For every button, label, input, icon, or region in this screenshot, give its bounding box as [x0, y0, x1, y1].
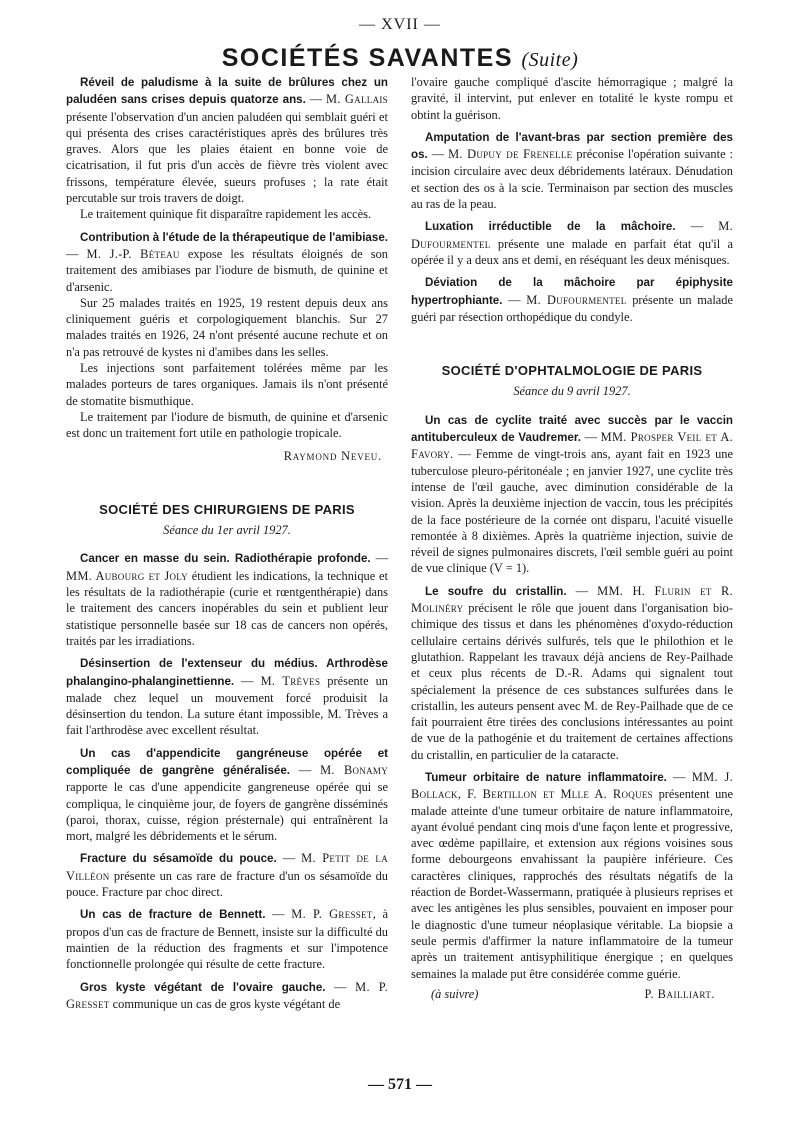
article-text: — Femme de vingt-trois ans, ayant fait en 1923 une tuberculose pleuro-péritonéale ; en janvier 1927, une cyclite très intense de l'œil gauche, avec diminution considérable de la vision. Après la deuxième injection de vaccin, tous les précipités de la face postérieure de la cornée ont disparu, l'acuité visuelle remontée à 8 dixièmes. Après la quatrième injection, suivie de réveil de signes pulmonaires discrets, l'œil semble guéri au point de vue clinique (V = 1).: [411, 447, 733, 576]
article-heading: Un cas d'appendicite gangréneuse opérée et compliquée de gangrène généralisée.: [66, 746, 388, 777]
article-text: communique un cas de gros kyste végétant de: [112, 996, 341, 1011]
article-sesamoide: Fracture du sésamoïde du pouce. — M. Petit de la Villéon présente un cas rare de fracture d'un os sésamoïde du pouce. Fracture par choc direct.: [66, 851, 388, 900]
article-heading: Cancer en masse du sein. Radiothérapie profonde.: [80, 552, 371, 566]
article-bennett: Un cas de fracture de Bennett. — M. P. Gresset, à propos d'un cas de fracture de Bennett, insiste sur la difficulté du maintien de la réduction des fragments et sur l'impotence fonctionnelle prolongée qui résulte de cette fracture.: [66, 907, 389, 972]
article-luxation: Luxation irréductible de la mâchoire. — M. Dufourmentel présente une malade en parfait état qu'il a opérée il y a deux ans et demi, en réséquant les deux ménisques.: [411, 219, 733, 267]
article-amputation: Amputation de l'avant-bras par section première des os. — M. Dupuy de Frenelle préconise l'opération suivante : incision circulaire avec deux débridements latéraux. Dénudation et section des os à la scie. Terminaison par section des muscles au ras de la peau.: [411, 130, 733, 212]
article-author: MM. Prosper Veil et A. Favory.: [411, 430, 733, 462]
article-heading: Réveil de paludisme à la suite de brûlures chez un paludéen sans crises depuis quatorze ans.: [66, 76, 388, 107]
left-column: [66, 74, 388, 1012]
article-text: présente une malade en parfait état qu'il a opérée il y a deux ans et demi, en réséquant les deux ménisques.: [411, 236, 733, 267]
article-author: M. Trèves: [260, 673, 321, 688]
article-deviation: Déviation de la mâchoire par épiphysite hypertrophiante. — M. Dufourmentel présente un malade guéri par résection orthopédique du condyle.: [411, 276, 733, 324]
article-footer-line: [411, 986, 733, 1002]
article-author: M. J.-P. Béteau: [86, 246, 180, 261]
article-text: présente un malade chez lequel un mouvement forcé produisit la désinsertion du tendon. La suture étant impossible, M. Trèves a fait l'arthrodèse avec excellent résultat.: [66, 673, 388, 738]
article-author: M. Gallais: [326, 92, 388, 107]
session-date: Séance du 9 avril 1927.: [513, 384, 631, 399]
article-paragraph: Les injections sont parfaitement tolérées même par les malades porteurs de tares organiques. Jamais ils n'ont présenté de stomatite bismuthique.: [66, 361, 388, 408]
article-tumeur-orbitaire: Tumeur orbitaire de nature inflammatoire. — MM. J. Bollack, F. Bertillon et Mlle A. Roques présentent une malade atteinte d'une tumeur orbitaire de nature inflammatoire, ayant évolué pendant cinq mois d'une façon lente et progressive, avec œdème papillaire, et extension aux régions voisines sous forme debourgeons envahissant la paupière inférieure. Ces caractères cliniques, rapprochés des résultats négatifs de la réaction de Bordet-Wassermann, pratiquée à plusieurs reprises et avec les antigènes les plus sensibles, pouvaient en imposer pour le diagnostic d'une tumeur néoplasique véritable. La biopsie a seule permis d'affirmer la nature inflammatoire de la tumeur après un traitement antisyphilitique énergique ; en quelques semaines la malade put être considérée comme guérie.: [411, 769, 733, 981]
article-author: MM. Aubourg et Joly: [66, 568, 188, 583]
article-author: M. P. Gresset: [66, 979, 388, 1011]
article-heading: Un cas de fracture de Bennett.: [80, 908, 266, 922]
session-date: Séance du 1er avril 1927.: [163, 523, 291, 538]
to-be-continued: (à suivre): [431, 986, 479, 1001]
article-heading: Contribution à l'étude de la thérapeutique de l'amibiase.: [80, 230, 388, 244]
page-header-roman: — XVII —: [359, 16, 441, 33]
article-author: M. Dupuy de Frenelle: [448, 147, 573, 162]
article-text: étudient les indications, la technique et les résultats de la radiothérapie (curie et rœntgenthérapie) dans le traitement des cancers inopérables du sein et publient leur statistique personnelle basée sur 18 cas de cancers non opérés, traités par les irradiations.: [66, 568, 388, 648]
article-cancer-sein: Cancer en masse du sein. Radiothérapie profonde. — MM. Aubourg et Joly étudient les indications, la technique et les résultats de la radiothérapie (curie et rœntgenthérapie) dans le traitement des cancers inopérables du sein et publient leur statistique personnelle basée sur 18 cas de cancers non opérés, traités par les irradiations.: [66, 551, 389, 648]
article-kyste-ovaire: Gros kyste végétant de l'ovaire gauche. — M. P. Gresset communique un cas de gros kyste végétant de: [66, 979, 388, 1011]
article-heading: Un cas de cyclite traité avec succès par le vaccin antituberculeux de Vaudremer.: [411, 413, 733, 445]
article-text: présente un malade guéri par résection orthopédique du condyle.: [411, 292, 733, 324]
article-heading: Luxation irréductible de la mâchoire.: [425, 220, 676, 234]
article-author: MM. J. Bollack, F. Bertillon et Mlle A. Roques: [411, 769, 733, 802]
society-title: SOCIÉTÉ D'OPHTALMOLOGIE DE PARIS: [441, 363, 703, 379]
article-soufre: Le soufre du cristallin. — MM. H. Flurin et R. Molinéry précisent le rôle que jouent dans l'organisation bio-chimique des tissus et dans les phénomènes d'oxydo-réduction cellulaire certains dérivés sulfurés, tels que le philothion et le glutathion. Rappelant les travaux déjà anciens de Rey-Pailhade et ceux plus récents de D.-R. Adams qui signalent tout spécialement la présence de ces substances sulfurées dans le cristallin, les auteurs pensent avec M. de Rey-Pailhade que de ce fait pourraient être tirées des conclusions intéressantes au point de vue de la pathogénie et du traitement de certaines affections du cristallin, en particulier de la cataracte.: [411, 583, 733, 762]
article-author: M. Dufourmentel: [411, 219, 733, 251]
article-heading: Déviation de la mâchoire par épiphysite hypertrophiante.: [411, 276, 733, 307]
article-heading: Le soufre du cristallin.: [425, 584, 567, 598]
article-paludisme: Réveil de paludisme à la suite de brûlures chez un paludéen sans crises depuis quatorze ans. — M. Gallais présente l'observation d'un ancien paludéen qui semblait guéri et qui présenta des crises caractéristiques après des brûlures très graves. Alors que les plaies étaient en bonne voie de cicatrisation, il fut pris d'un accès de fièvre très violent avec frissons, température élevée, sueurs profuses ; la rate était percutable sur trois travers de doigt.: [66, 76, 388, 206]
article-heading: Amputation de l'avant-bras par section première des os.: [411, 130, 733, 162]
article-author: M. Petit de la Villéon: [66, 851, 388, 883]
article-text: présente l'observation d'un ancien paludéen qui semblait guéri et qui présenta des crises caractéristiques après des brûlures très graves. Alors que les plaies étaient en bonne voie de cicatrisation, il fut pris d'un accès de fièvre très violent avec frissons, température élevée, sueurs profuses ; la rate était percutable sur trois travers de doigt.: [66, 109, 388, 206]
article-text: présente un cas rare de fracture d'un os sésamoïde du pouce. Fracture par choc direct.: [66, 868, 388, 900]
article-paragraph: Sur 25 malades traités en 1925, 19 restent depuis deux ans cliniquement guéris et corpologiquement blanchis. Sur 27 malades traités en 1926, 24 n'ont présenté aucune rechute et on n'a pas retrouvé de kystes ni d'amibes dans les selles.: [66, 295, 388, 359]
article-heading: Fracture du sésamoïde du pouce.: [80, 852, 277, 866]
article-heading: Tumeur orbitaire de nature inflammatoire.: [425, 770, 667, 784]
article-extenseur: Désinsertion de l'extenseur du médius. Arthrodèse phalangino-phalanginettienne. — M. Trèves présente un malade chez lequel un mouvement forcé produisit la désinsertion du tendon. La suture étant impossible, M. Trèves a fait l'arthrodèse avec excellent résultat.: [66, 657, 388, 738]
article-author: M. Dufourmentel: [526, 292, 627, 307]
article-heading: Désinsertion de l'extenseur du médius. Arthrodèse phalangino-phalanginettienne.: [66, 657, 388, 688]
signature: Raymond Neveu.: [283, 448, 382, 463]
article-amibiase: Contribution à l'étude de la thérapeutique de l'amibiase. — M. J.-P. Béteau expose les résultats éloignés de son traitement des amibiases par l'iodure de bismuth, de quinine et d'arsenic.: [66, 230, 388, 294]
article-author: MM. H. Flurin et R. Molinéry: [411, 583, 733, 616]
article-continuation: l'ovaire gauche compliqué d'ascite hémorragique ; malgré la gravité, il intervint, put enlever en totalité le kyste rompu et obtint la guérison.: [411, 75, 733, 122]
article-text: expose les résultats éloignés de son traitement des amibiases par l'iodure de bismuth, de quinine et d'arsenic.: [66, 246, 388, 294]
article-paragraph: Le traitement quinique fit disparaître rapidement les accès.: [80, 207, 372, 222]
article-text: présentent une malade atteinte d'une tumeur orbitaire de nature inflammatoire, ayant évolué pendant cinq mois d'une façon lente et progressive, avec œdème papillaire, et extension aux régions voisines sous forme debourgeons envahissant la paupière inférieure. Ces caractères cliniques, rapprochés des résultats négatifs de la réaction de Bordet-Wassermann, pratiquée à plusieurs reprises et avec les antigènes les plus sensibles, pouvaient en imposer pour le diagnostic d'une tumeur néoplasique véritable. La biopsie a seule permis d'affirmer la nature inflammatoire de la tumeur après un traitement antisyphilitique énergique ; en quelques semaines la malade put être considérée comme guérie.: [411, 787, 733, 981]
article-cyclite: Un cas de cyclite traité avec succès par le vaccin antituberculeux de Vaudremer. — MM. Prosper Veil et A. Favory. — Femme de vingt-trois ans, ayant fait en 1923 une tuberculose pleuro-péritonéale ; en janvier 1927, une cyclite très intense de l'œil gauche, avec diminution considérable de la vision. Après la deuxième injection de vaccin, tous les précipités de la face postérieure de la cornée ont disparu, l'acuité visuelle remontée à 8 dixièmes. Après la quatrième injection, suivie de réveil de signes pulmonaires discrets, l'œil semble guéri au point de vue clinique (V = 1).: [411, 413, 733, 576]
section-title-text: SOCIÉTÉS SAVANTES: [221, 44, 514, 72]
article-text: préconise l'opération suivante : incision circulaire avec deux débridements latéraux. Dénudation et section des os à la scie. Terminaison par section des muscles au ras de la peau.: [411, 147, 733, 212]
article-author: M. Bonamy: [320, 762, 389, 777]
page-number: — 571 —: [368, 1076, 432, 1093]
article-paragraph: Le traitement par l'iodure de bismuth, de quinine et d'arsenic est donc un traitement fort utile en pathologie tropicale.: [66, 409, 388, 441]
section-title-suite: (Suite): [521, 49, 579, 71]
article-author: M. P. Gresset: [291, 907, 373, 922]
article-text: rapporte le cas d'une appendicite gangreneuse opérée qui se compliqua, le cinquième jour, de foyers de gangrène disséminés (paroi, thorax, cuisse, région présternale) qui entraînèrent la mort, malgré les débridements et le sérum.: [66, 780, 388, 844]
article-heading: Gros kyste végétant de l'ovaire gauche.: [80, 980, 326, 994]
section-title: [0, 44, 800, 73]
signature: P. Bailliart.: [644, 986, 715, 1001]
article-appendicite: Un cas d'appendicite gangréneuse opérée et compliquée de gangrène généralisée. — M. Bonamy rapporte le cas d'une appendicite gangreneuse opérée qui se compliqua, le cinquième jour, de foyers de gangrène disséminés (paroi, thorax, cuisse, région présternale) qui entraînèrent la mort, malgré les débridements et le sérum.: [66, 746, 389, 844]
right-column: [411, 74, 733, 1002]
article-text: , à propos d'un cas de fracture de Bennett, insiste sur la difficulté du maintien de la réduction des fragments et sur l'impotence fonctionnelle prolongée qui résulte de cette fracture.: [66, 907, 389, 972]
society-title: SOCIÉTÉ DES CHIRURGIENS DE PARIS: [99, 501, 355, 517]
article-text: précisent le rôle que jouent dans l'organisation bio-chimique des tissus et dans les phénomènes d'oxydo-réduction cellulaire certains dérivés sulfurés, tels que le philothion et le glutathion. Rappelant les travaux déjà anciens de Rey-Pailhade et ceux plus récents de D.-R. Adams qui signalent tout spécialement la présence de ces substances sulfurées dans le cristallin, les auteurs pensent avec M. de Rey-Pailhade que de ce fait pourraient être tirées des conclusions intéressantes au point de vue de la pathogénie et du traitement de certaines affections du cristallin, en particulier de la cataracte.: [411, 601, 733, 762]
